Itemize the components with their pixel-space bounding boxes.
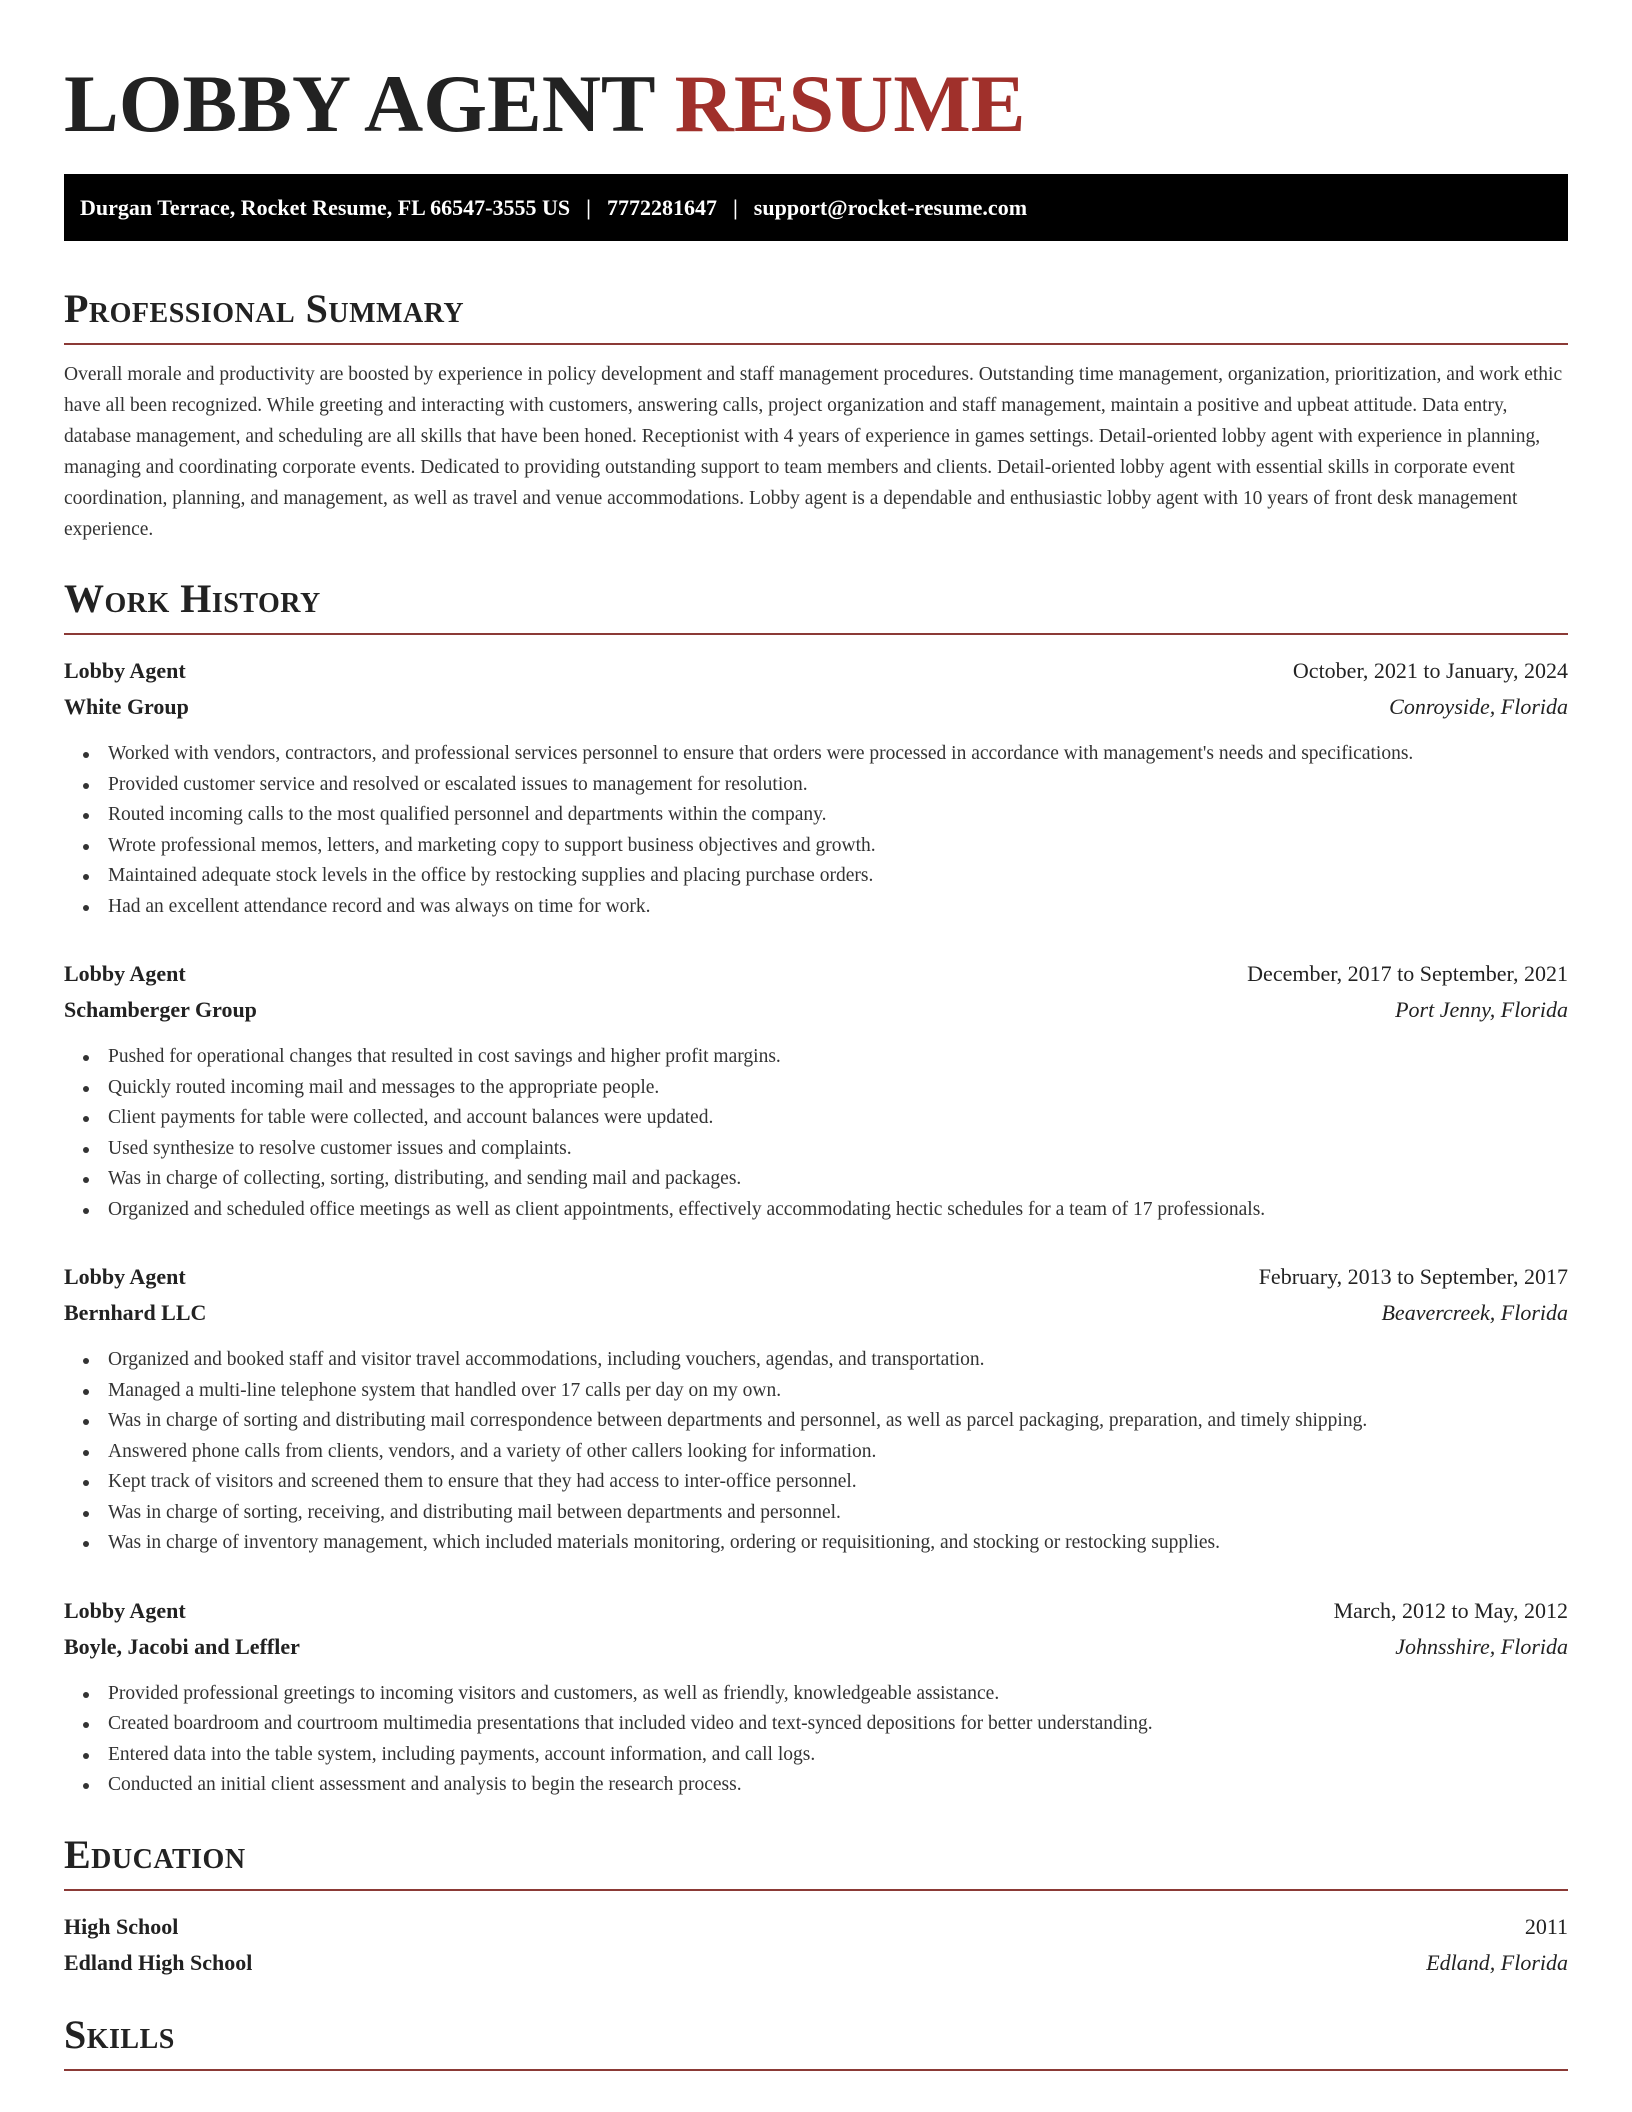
job-header-row xyxy=(64,956,1568,992)
contact-phone: 7772281647 xyxy=(606,194,717,220)
education-entry xyxy=(64,1909,1568,1981)
job-company-row xyxy=(64,1295,1568,1331)
job-bullet: Provided professional greetings to incoming visitors and customers, as well as friendly, knowledgeable assistance. xyxy=(64,1679,1568,1710)
resume-page xyxy=(64,0,1568,2071)
job-bullet: Used synthesize to resolve customer issues and complaints. xyxy=(64,1134,1568,1165)
job-company: White Group xyxy=(64,694,189,719)
contact-separator: | xyxy=(732,194,738,220)
job-bullet: Pushed for operational changes that resulted in cost savings and higher profit margins. xyxy=(64,1042,1568,1073)
job-bullet: Was in charge of inventory management, which included materials monitoring, ordering or requisitioning, and stocking or restocking supplies. xyxy=(64,1528,1568,1559)
job-bullet: Had an excellent attendance record and was always on time for work. xyxy=(64,892,1568,923)
job-dates: March, 2012 to May, 2012 xyxy=(1333,1597,1568,1623)
education-school: Edland High School xyxy=(64,1949,253,1975)
skills-heading: Skills xyxy=(64,2011,175,2057)
job-bullet: Conducted an initial client assessment and analysis to begin the research process. xyxy=(64,1770,1568,1801)
job-bullet: Entered data into the table system, including payments, account information, and call logs. xyxy=(64,1740,1568,1771)
resume-title-accent: RESUME xyxy=(674,58,1026,149)
job-bullet: Provided customer service and resolved or escalated issues to management for resolution. xyxy=(64,770,1568,801)
job-bullet-list xyxy=(64,739,1568,922)
job-bullet: Maintained adequate stock levels in the office by restocking supplies and placing purchase orders. xyxy=(64,861,1568,892)
job-location: Beavercreek, Florida xyxy=(1381,1300,1568,1325)
education-heading: Education xyxy=(64,1831,246,1877)
job-company: Schamberger Group xyxy=(64,997,257,1022)
skills-section xyxy=(64,2011,1568,2071)
job-bullet: Was in charge of sorting and distributing mail correspondence between departments and personnel, as well as parcel packaging, preparation, and timely shipping. xyxy=(64,1406,1568,1437)
section-divider xyxy=(64,633,1568,635)
job-entry xyxy=(64,653,1568,922)
resume-title-main: LOBBY AGENT xyxy=(64,58,655,149)
job-header-row xyxy=(64,1259,1568,1295)
job-location: Johnsshire, Florida xyxy=(1395,1633,1568,1659)
job-bullet: Organized and scheduled office meetings as well as client appointments, effectively accommodating hectic schedules for a team of 17 professionals. xyxy=(64,1195,1568,1226)
contact-address: Durgan Terrace, Rocket Resume, FL 66547-3555 US xyxy=(80,194,571,220)
job-bullet: Was in charge of sorting, receiving, and distributing mail between departments and personnel. xyxy=(64,1498,1568,1529)
job-dates: October, 2021 to January, 2024 xyxy=(1292,658,1568,683)
job-bullet: Kept track of visitors and screened them to ensure that they had access to inter-office personnel. xyxy=(64,1467,1568,1498)
job-bullet: Organized and booked staff and visitor travel accommodations, including vouchers, agendas, and transportation. xyxy=(64,1345,1568,1376)
job-company-row xyxy=(64,992,1568,1028)
job-entry xyxy=(64,1593,1568,1801)
section-divider xyxy=(64,2069,1568,2071)
job-company: Bernhard LLC xyxy=(64,1300,207,1325)
job-title: Lobby Agent xyxy=(64,961,186,986)
job-dates: February, 2013 to September, 2017 xyxy=(1258,1264,1568,1289)
job-header-row xyxy=(64,653,1568,689)
job-bullet: Created boardroom and courtroom multimedia presentations that included video and text-synced depositions for better understanding. xyxy=(64,1709,1568,1740)
job-company-row xyxy=(64,1629,1568,1665)
job-dates: December, 2017 to September, 2021 xyxy=(1247,961,1568,986)
summary-text: Overall morale and productivity are boosted by experience in policy development and staff management procedures. Outstanding time management, organization, prioritization, and work ethic have all been recognized. While greeting and interacting with customers, answering calls, project organization and staff management, maintain a positive and upbeat attitude. Data entry, database management, and scheduling are all skills that have been honed. Receptionist with 4 years of experience in games settings. Detail-oriented lobby agent with experience in planning, managing and coordinating corporate events. Dedicated to providing outstanding support to team members and clients. Detail-oriented lobby agent with essential skills in corporate event coordination, planning, and management, as well as travel and venue accommodations. Lobby agent is a dependable and enthusiastic lobby agent with 10 years of front desk management experience. xyxy=(64,364,1563,540)
job-header-row xyxy=(64,1593,1568,1629)
education-section xyxy=(64,1831,1568,1981)
job-bullet-list xyxy=(64,1042,1568,1225)
job-title: Lobby Agent xyxy=(64,658,186,683)
job-title: Lobby Agent xyxy=(64,1264,186,1289)
job-bullet-list xyxy=(64,1345,1568,1559)
job-bullet: Quickly routed incoming mail and messages to the appropriate people. xyxy=(64,1073,1568,1104)
job-company-row xyxy=(64,689,1568,725)
summary-section xyxy=(64,285,1568,545)
contact-separator: | xyxy=(586,194,591,220)
education-location: Edland, Florida xyxy=(1426,1949,1568,1975)
education-degree: High School xyxy=(64,1913,179,1939)
job-bullet: Answered phone calls from clients, vendors, and a variety of other callers looking for information. xyxy=(64,1437,1568,1468)
job-entry xyxy=(64,956,1568,1225)
job-bullet: Routed incoming calls to the most qualified personnel and departments within the company. xyxy=(64,800,1568,831)
job-entry xyxy=(64,1259,1568,1559)
job-bullet-list xyxy=(64,1679,1568,1801)
contact-bar xyxy=(64,174,1568,241)
section-divider xyxy=(64,1889,1568,1891)
job-bullet: Client payments for table were collected, and account balances were updated. xyxy=(64,1103,1568,1134)
section-divider xyxy=(64,343,1568,345)
job-company: Boyle, Jacobi and Leffler xyxy=(64,1633,300,1659)
resume-title xyxy=(64,0,1568,150)
job-bullet: Wrote professional memos, letters, and marketing copy to support business objectives and growth. xyxy=(64,831,1568,862)
contact-email: support@rocket-resume.com xyxy=(753,194,1028,220)
summary-heading: Professional Summary xyxy=(64,286,465,331)
job-bullet: Was in charge of collecting, sorting, distributing, and sending mail and packages. xyxy=(64,1164,1568,1195)
job-title: Lobby Agent xyxy=(64,1597,186,1623)
job-location: Port Jenny, Florida xyxy=(1395,997,1568,1022)
education-year: 2011 xyxy=(1524,1913,1568,1939)
work-history-heading: Work History xyxy=(64,576,321,621)
education-header-row xyxy=(64,1909,1568,1945)
education-school-row xyxy=(64,1945,1568,1981)
job-bullet: Managed a multi-line telephone system that handled over 17 calls per day on my own. xyxy=(64,1376,1568,1407)
work-history-section xyxy=(64,575,1568,1801)
job-bullet: Worked with vendors, contractors, and professional services personnel to ensure that orders were processed in accordance with management's needs and specifications. xyxy=(64,739,1568,770)
job-location: Conroyside, Florida xyxy=(1389,694,1568,719)
